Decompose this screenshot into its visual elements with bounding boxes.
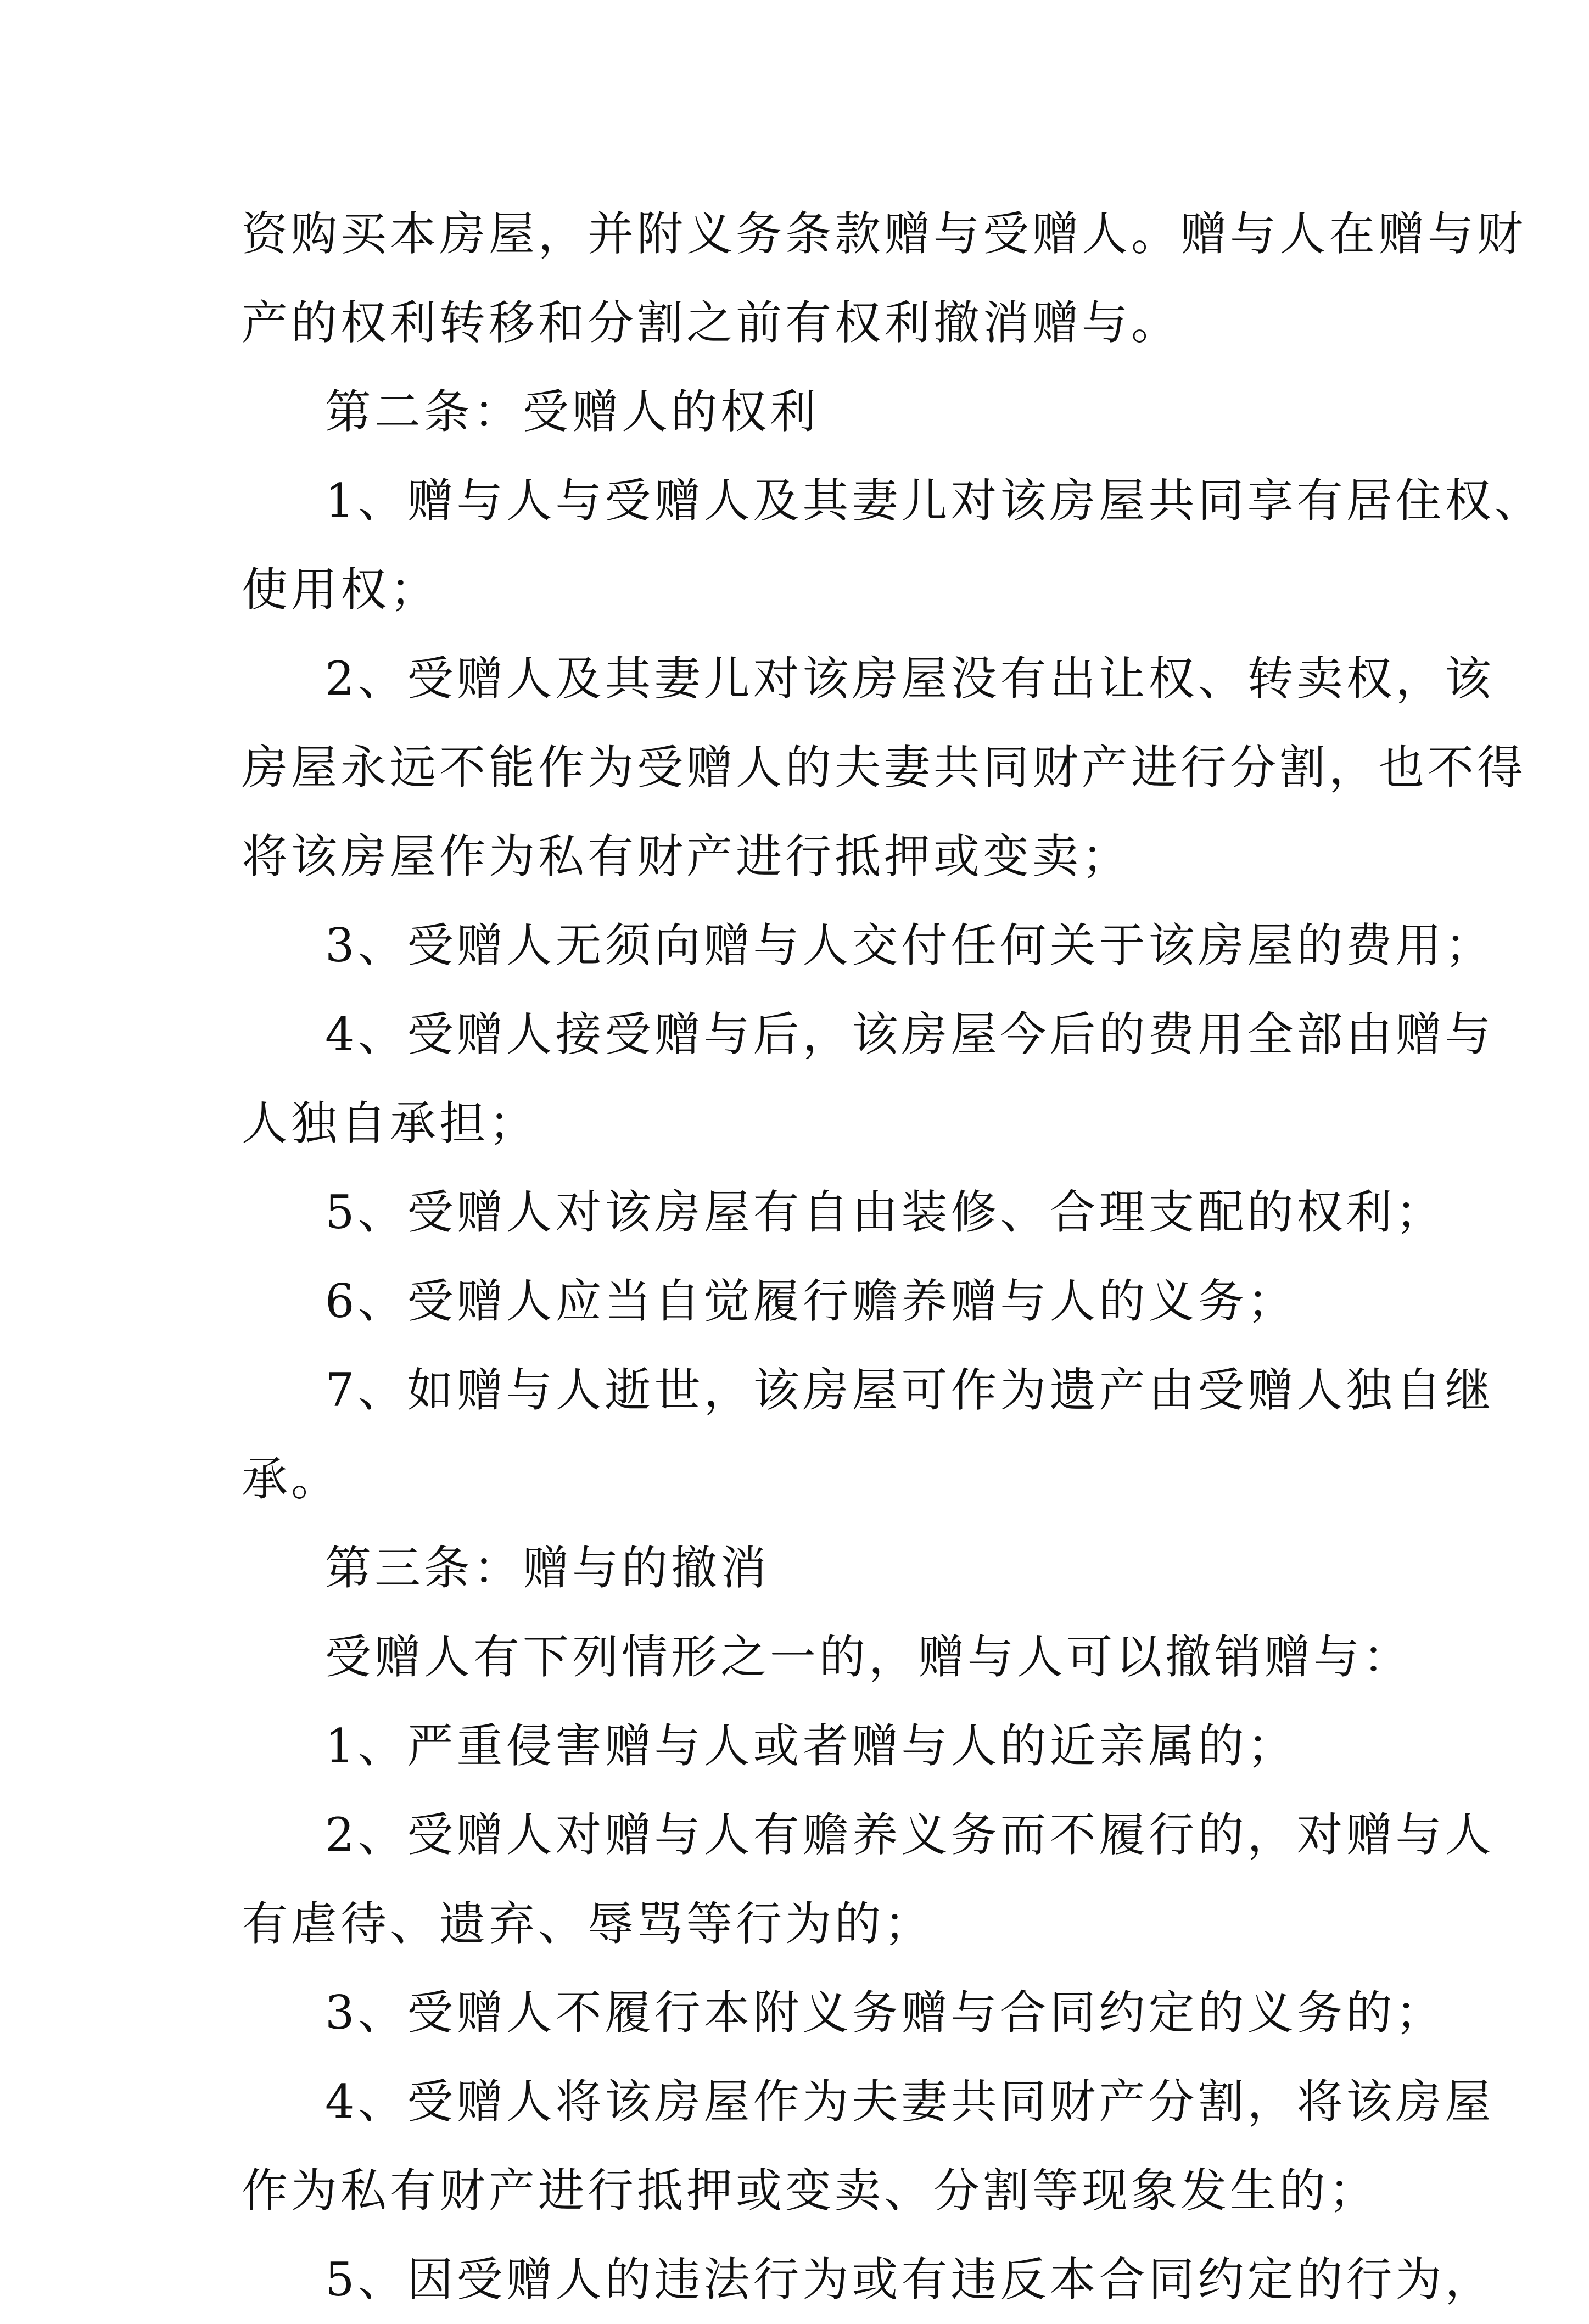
text-line: 作为私有财产进行抵押或变卖、分割等现象发生的；: [242, 2164, 1379, 2217]
text-line: 2、受赠人及其妻儿对该房屋没有出让权、转卖权，该: [325, 652, 1495, 705]
text-line: 人独自承担；: [242, 1096, 539, 1150]
text-line: 3、受赠人不履行本附义务赠与合同约定的义务的；: [325, 1986, 1445, 2040]
text-line: 有虐待、遗弃、辱骂等行为的；: [242, 1897, 934, 1951]
text-line: 1、赠与人与受赠人及其妻儿对该房屋共同享有居住权、: [325, 474, 1544, 528]
text-line: 1、严重侵害赠与人或者赠与人的近亲属的；: [325, 1719, 1297, 1773]
text-line: 资购买本房屋，并附义务条款赠与受赠人。赠与人在赠与财: [242, 207, 1527, 261]
text-line: 5、受赠人对该房屋有自由装修、合理支配的权利；: [325, 1185, 1445, 1239]
text-line: 5、因受赠人的违法行为或有违反本合同约定的行为，: [325, 2253, 1495, 2306]
text-line: 7、如赠与人逝世，该房屋可作为遗产由受赠人独自继: [325, 1363, 1495, 1417]
text-line: 承。: [242, 1452, 341, 1506]
text-line: 将该房屋作为私有财产进行抵押或变卖；: [242, 830, 1132, 883]
text-line: 4、受赠人将该房屋作为夫妻共同财产分割，将该房屋: [325, 2075, 1495, 2129]
text-line: 受赠人有下列情形之一的，赠与人可以撤销赠与：: [325, 1630, 1413, 1684]
text-line: 产的权利转移和分割之前有权利撤消赠与。: [242, 296, 1181, 350]
section-heading: 第三条：赠与的撤消: [325, 1541, 770, 1595]
text-line: 4、受赠人接受赠与后，该房屋今后的费用全部由赠与: [325, 1007, 1495, 1061]
text-line: 6、受赠人应当自觉履行赡养赠与人的义务；: [325, 1274, 1297, 1328]
text-line: 2、受赠人对赠与人有赡养义务而不履行的，对赠与人: [325, 1808, 1495, 1862]
text-line: 使用权；: [242, 563, 440, 617]
section-heading: 第二条：受赠人的权利: [325, 385, 820, 439]
document-body: [242, 189, 1544, 2324]
text-line: 房屋永远不能作为受赠人的夫妻共同财产进行分割，也不得: [242, 741, 1527, 794]
text-line: 3、受赠人无须向赠与人交付任何关于该房屋的费用；: [325, 919, 1495, 972]
